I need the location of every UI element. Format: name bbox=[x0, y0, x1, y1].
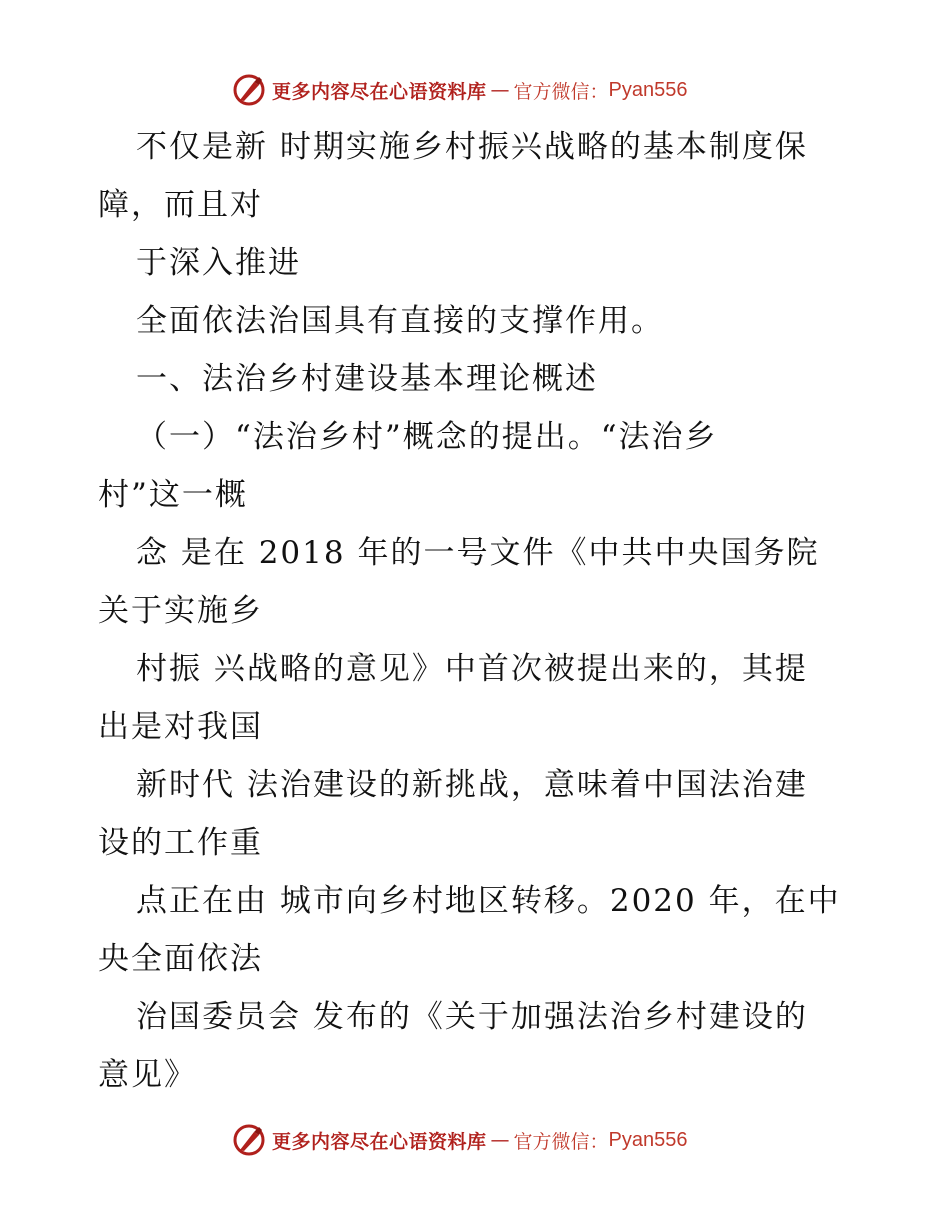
body-line: 新时代 法治建设的新挑战，意味着中国法治建 bbox=[136, 767, 808, 803]
banner-separator: — bbox=[490, 1129, 510, 1151]
banner-wechat-label: 官方微信： bbox=[513, 1130, 609, 1153]
header-watermark-banner bbox=[232, 72, 688, 108]
document-body bbox=[98, 118, 888, 1104]
body-line: 央全面依法 bbox=[98, 941, 263, 977]
body-line: 于深入推进 bbox=[136, 245, 301, 281]
body-line: 村”这一概 bbox=[98, 477, 248, 513]
body-line: 治国委员会 发布的《关于加强法治乡村建设的 bbox=[136, 999, 808, 1035]
body-line: 意见》 bbox=[98, 1057, 197, 1093]
body-line: 全面依法治国具有直接的支撑作用。 bbox=[136, 303, 664, 339]
body-line: 点正在由 城市向乡村地区转移。2020 年，在中 bbox=[136, 883, 841, 919]
section-heading: 一、法治乡村建设基本理论概述 bbox=[136, 361, 598, 397]
subsection-heading: （一）“法治乡村”概念的提出。“法治乡 bbox=[136, 419, 718, 455]
footer-watermark-banner bbox=[232, 1122, 688, 1158]
body-line: 设的工作重 bbox=[98, 825, 263, 861]
banner-separator: — bbox=[490, 79, 510, 101]
body-line: 障，而且对 bbox=[98, 187, 263, 223]
quill-pen-logo-icon bbox=[232, 1123, 266, 1157]
body-line: 念 是在 2018 年的一号文件《中共中央国务院 bbox=[136, 535, 820, 571]
banner-text: 更多内容尽在心语资料库 bbox=[272, 80, 487, 103]
body-line: 村振 兴战略的意见》中首次被提出来的，其提 bbox=[136, 651, 808, 687]
quill-pen-logo-icon bbox=[232, 73, 266, 107]
banner-wechat-id: Pyan556 bbox=[608, 78, 688, 101]
banner-wechat-id: Pyan556 bbox=[608, 1128, 688, 1151]
banner-wechat-label: 官方微信： bbox=[513, 80, 609, 103]
body-line: 出是对我国 bbox=[98, 709, 263, 745]
banner-text: 更多内容尽在心语资料库 bbox=[272, 1130, 487, 1153]
body-line: 关于实施乡 bbox=[98, 593, 263, 629]
body-line: 不仅是新 时期实施乡村振兴战略的基本制度保 bbox=[136, 129, 808, 165]
